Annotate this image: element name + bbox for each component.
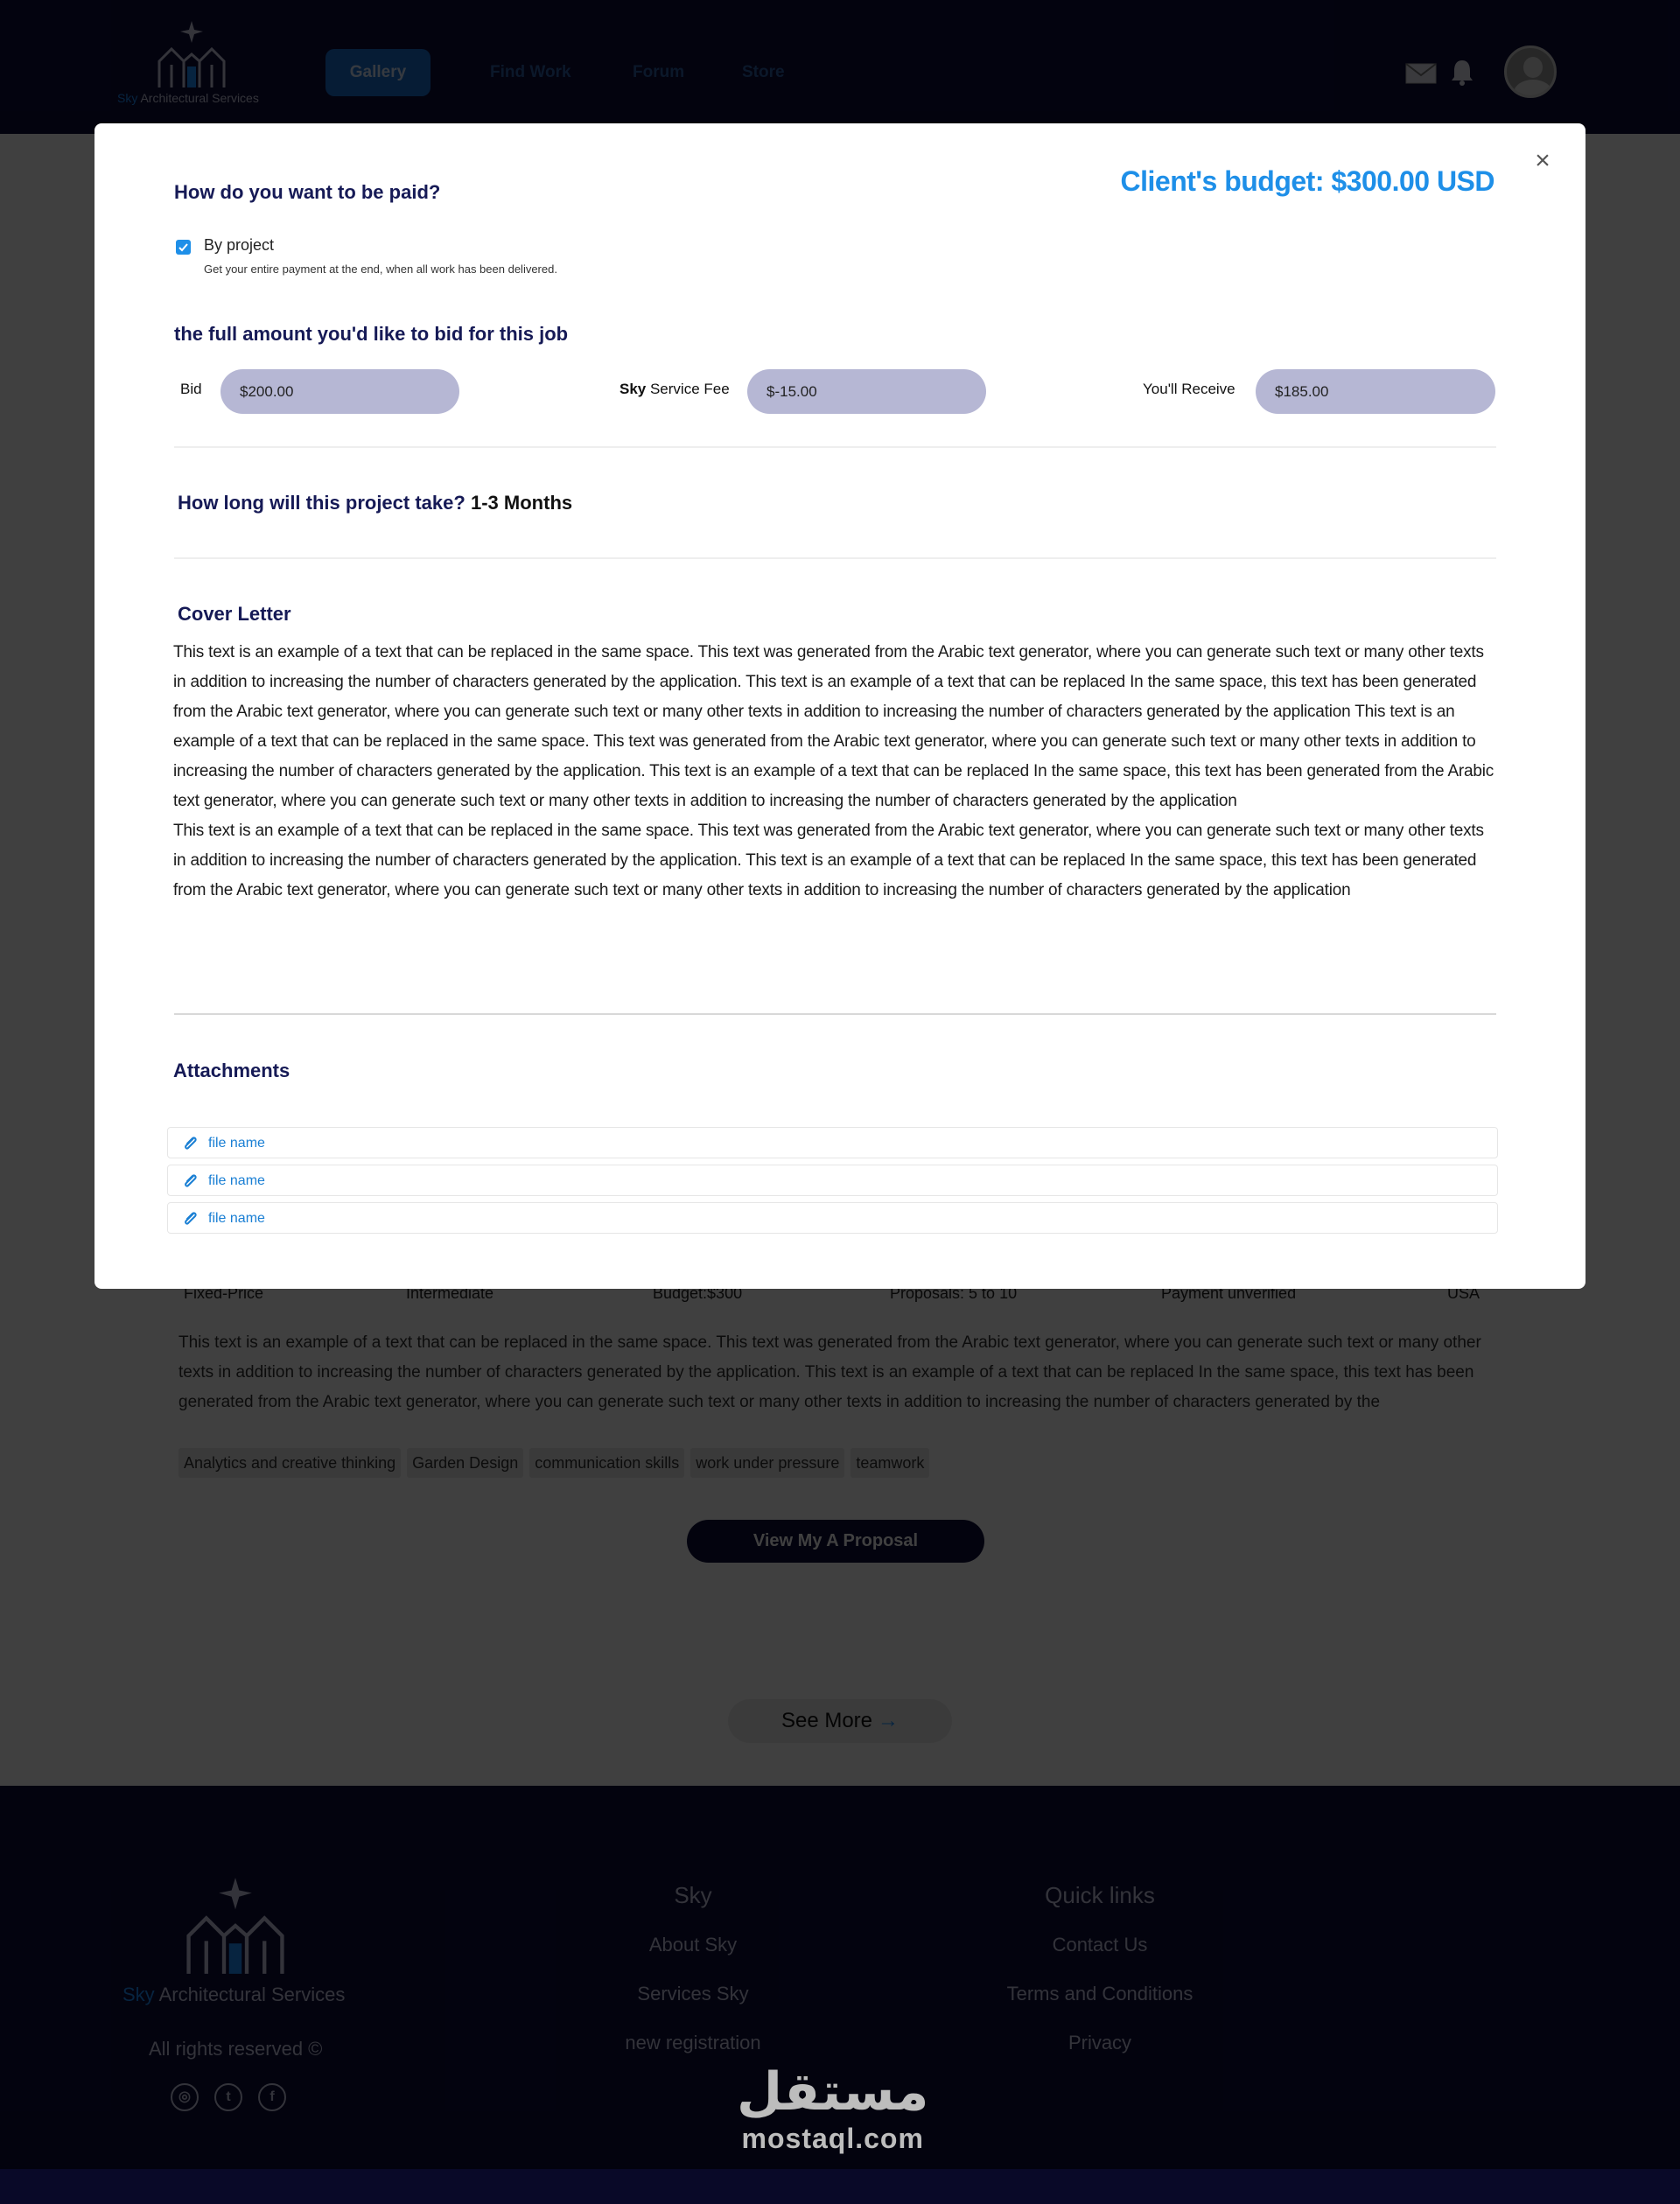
paperclip-icon — [182, 1172, 200, 1190]
bid-label: Bid — [180, 381, 202, 397]
client-budget: Client's budget: $300.00 USD — [1120, 165, 1494, 197]
duration-value[interactable]: 1-3 Months — [471, 492, 573, 514]
by-project-help: Get your entire payment at the end, when all work has been delivered. — [204, 262, 557, 276]
cover-letter-heading: Cover Letter — [178, 603, 291, 625]
cover-letter-paragraph: This text is an example of a text that can be replaced in the same space. This text was generated from the Arabic text generator, where you can generate such text or many other texts in addition to increasing the number of characters generated by the application. This text is an example of a text that can be replaced In the same space, this text has been generated from the Arabic text generator, where you can generate such text or many other texts in addition to increasing the number of characters generated by the application This text is an example of a text that can be replaced in the same space. This text was generated from the Arabic text generator, where you can generate such text or many other texts in addition to increasing the number of characters generated by the application. This text is an example of a text that can be replaced In the same space, this text has been generated from the Arabic text generator, where you can generate such text or many other texts in addition to increasing the number of characters generated by the application — [173, 643, 1494, 810]
watermark-arabic: مستقل — [737, 2061, 929, 2123]
divider — [174, 1013, 1496, 1015]
by-project-checkbox[interactable] — [176, 240, 191, 255]
receive-label: You'll Receive — [1143, 381, 1236, 397]
divider — [174, 446, 1496, 448]
attachment-row[interactable] — [167, 1202, 1498, 1234]
cover-letter-text[interactable] — [173, 638, 1498, 906]
bid-heading: the full amount you'd like to bid for this job — [174, 323, 569, 345]
proposal-modal — [94, 123, 1586, 1289]
cover-letter-paragraph: This text is an example of a text that can be replaced in the same space. This text was generated from the Arabic text generator, where you can generate such text or many other texts in addition to increasing the number of characters generated by the application. This text is an example of a text that can be replaced In the same space, this text has been generated from the Arabic text generator, where you can generate such text or many other texts in addition to increasing the number of characters generated by the application — [173, 822, 1484, 899]
watermark-latin: mostaql.com — [741, 2123, 924, 2154]
attachment-row[interactable] — [167, 1127, 1498, 1158]
paperclip-icon — [182, 1210, 200, 1228]
file-name[interactable]: file name — [208, 1173, 265, 1188]
service-fee-label: Sky Service Fee — [620, 381, 730, 397]
payment-heading: How do you want to be paid? — [174, 181, 441, 203]
attachments-heading: Attachments — [173, 1060, 290, 1081]
receive-input[interactable] — [1256, 369, 1495, 414]
duration-heading: How long will this project take? — [178, 492, 466, 514]
divider — [174, 557, 1496, 559]
watermark — [737, 2061, 928, 2155]
bid-input[interactable] — [220, 369, 459, 414]
close-icon[interactable]: × — [1535, 146, 1550, 175]
paperclip-icon — [182, 1135, 200, 1152]
file-name[interactable]: file name — [208, 1136, 265, 1151]
by-project-label[interactable]: By project — [204, 236, 275, 254]
attachment-row[interactable] — [167, 1165, 1498, 1196]
file-name[interactable]: file name — [208, 1211, 265, 1226]
service-fee-input[interactable] — [747, 369, 986, 414]
check-icon — [178, 241, 189, 253]
